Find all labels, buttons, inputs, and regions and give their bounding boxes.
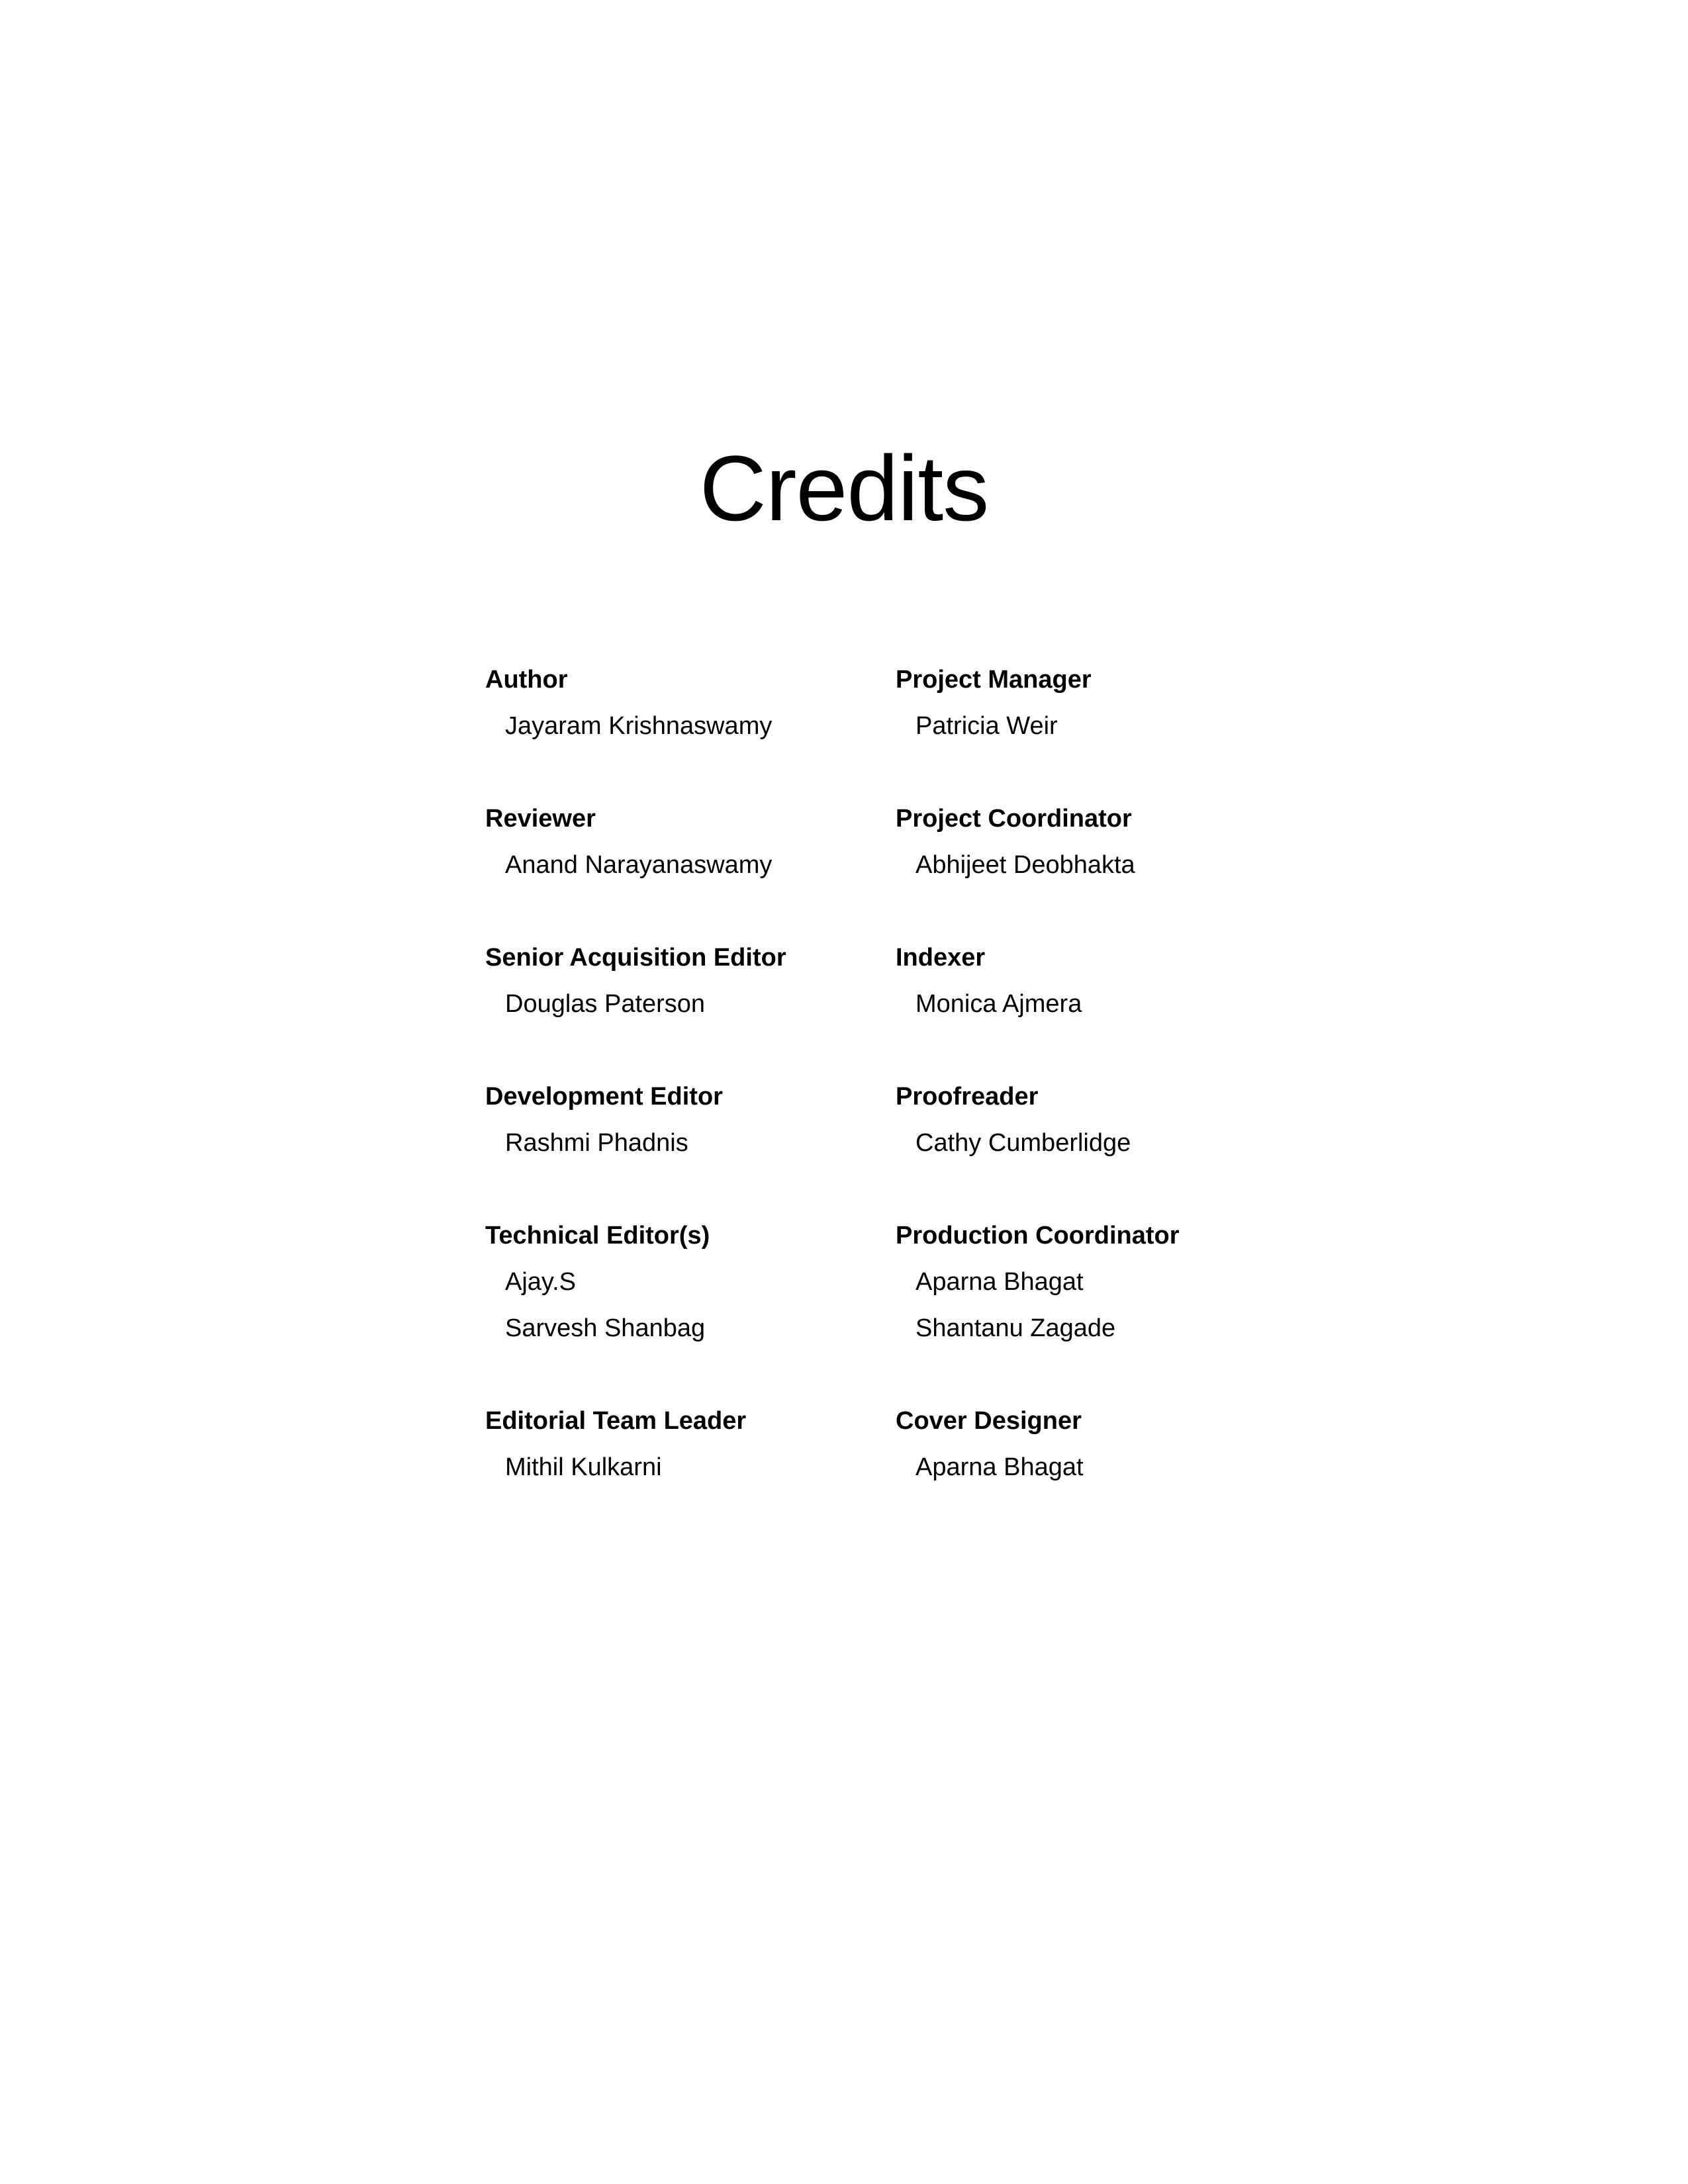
credit-name: Cathy Cumberlidge — [915, 1129, 1131, 1157]
page-title: Credits — [699, 436, 989, 540]
credit-role: Development Editor — [485, 1083, 723, 1111]
credit-role: Project Manager — [896, 666, 1092, 694]
credit-name: Aparna Bhagat — [915, 1453, 1084, 1481]
credit-name: Sarvesh Shanbag — [505, 1314, 706, 1342]
credit-role: Author — [485, 666, 568, 694]
credit-group-author — [485, 657, 772, 749]
credit-name: Ajay.S — [505, 1268, 577, 1296]
credit-name: Anand Narayanaswamy — [505, 851, 773, 879]
credit-name: Abhijeet Deobhakta — [915, 851, 1135, 879]
credit-group-technical-editors — [485, 1212, 710, 1351]
credit-group-reviewer — [485, 796, 772, 888]
credit-group-editorial-team-leader — [485, 1398, 746, 1490]
credit-group-cover-designer — [896, 1398, 1084, 1490]
credit-role: Reviewer — [485, 805, 596, 833]
credit-name: Rashmi Phadnis — [505, 1129, 688, 1157]
credit-role: Project Coordinator — [896, 805, 1132, 833]
credit-group-project-manager — [896, 657, 1092, 749]
credit-name: Monica Ajmera — [915, 990, 1082, 1018]
credit-role: Editorial Team Leader — [485, 1407, 747, 1435]
credit-name: Aparna Bhagat — [915, 1268, 1084, 1296]
credit-role: Indexer — [896, 944, 986, 972]
credit-group-senior-acquisition-editor — [485, 934, 786, 1027]
credit-name: Douglas Paterson — [505, 990, 706, 1018]
credit-name: Jayaram Krishnaswamy — [505, 712, 773, 740]
credit-name: Patricia Weir — [915, 712, 1058, 740]
credit-group-proofreader — [896, 1073, 1131, 1166]
credit-role: Proofreader — [896, 1083, 1039, 1111]
credit-role: Production Coordinator — [896, 1222, 1180, 1250]
credit-role: Senior Acquisition Editor — [485, 944, 786, 972]
credit-role: Technical Editor(s) — [485, 1222, 710, 1250]
credit-group-production-coordinator — [896, 1212, 1180, 1351]
credit-group-development-editor — [485, 1073, 723, 1166]
credit-group-indexer — [896, 934, 1082, 1027]
credit-name: Shantanu Zagade — [915, 1314, 1116, 1342]
credit-group-project-coordinator — [896, 796, 1135, 888]
credit-role: Cover Designer — [896, 1407, 1082, 1435]
credit-name: Mithil Kulkarni — [505, 1453, 662, 1481]
